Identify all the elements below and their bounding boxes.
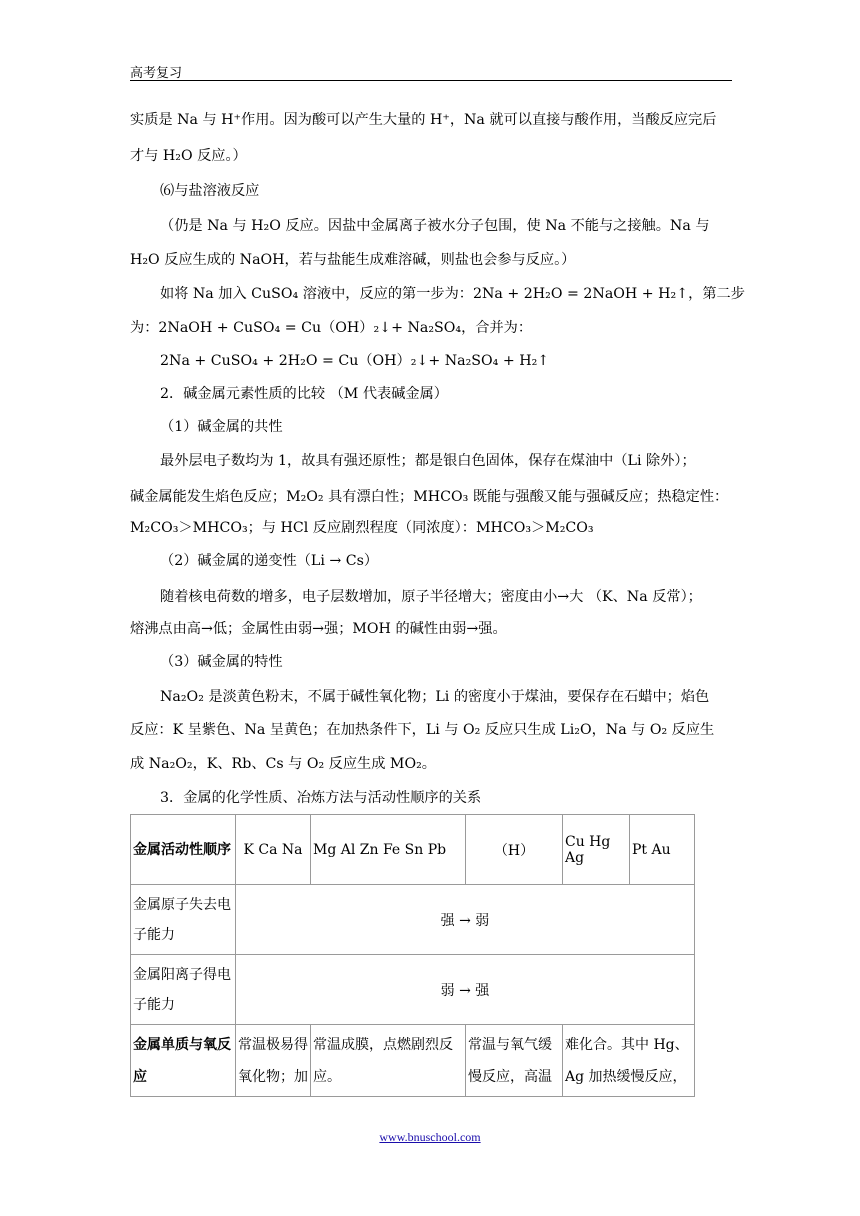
table-row-header: 金属原子失去电子能力 — [131, 885, 236, 955]
subsection-heading: （3）碱金属的特性 — [160, 654, 283, 670]
paragraph-line: H₂O 反应生成的 NaOH，若与盐能生成难溶碱，则盐也会参与反应。） — [130, 252, 576, 268]
paragraph-line: 为：2NaOH + CuSO₄ = Cu（OH）₂↓+ Na₂SO₄，合并为： — [130, 320, 533, 336]
table-row — [131, 1025, 695, 1097]
paragraph-line: 碱金属能发生焰色反应；M₂O₂ 具有漂白性；MHCO₃ 既能与强酸又能与强碱反应；热稳定性： — [130, 489, 729, 505]
paragraph-line: 熔沸点由高→低；金属性由弱→强；MOH 的碱性由弱→强。 — [130, 621, 507, 637]
footer-link[interactable]: www.bnuschool.com — [379, 1130, 481, 1144]
paragraph-line: 随着核电荷数的增多，电子层数增加，原子半径增大；密度由小→大 （K、Na 反常）； — [160, 589, 702, 605]
paragraph-line: 实质是 Na 与 H⁺作用。因为酸可以产生大量的 H⁺，Na 就可以直接与酸作用，当酸反应完后 — [130, 112, 717, 128]
equation-line: 2Na + CuSO₄ + 2H₂O = Cu（OH）₂↓+ Na₂SO₄ + H₂↑ — [160, 353, 550, 369]
section-heading: ⑹与盐溶液反应 — [160, 183, 260, 199]
subsection-heading: （1）碱金属的共性 — [160, 419, 283, 435]
header-rule — [130, 80, 732, 81]
paragraph-line: Na₂O₂ 是淡黄色粉末，不属于碱性氧化物；Li 的密度小于煤油，要保存在石蜡中；焰色 — [160, 689, 710, 705]
table-cell: Pt Au — [630, 815, 695, 885]
table-cell: 强 → 弱 — [236, 885, 695, 955]
table-cell: 常温与氧气缓慢反应，高温 — [466, 1025, 563, 1097]
table-cell: 常温成膜，点燃剧烈反应。 — [311, 1025, 466, 1097]
table-cell: （H） — [466, 815, 563, 885]
table-cell: Mg Al Zn Fe Sn Pb — [311, 815, 466, 885]
table-cell: 常温极易得氧化物；加 — [236, 1025, 311, 1097]
table-row-header: 金属活动性顺序 — [131, 815, 236, 885]
table-row — [131, 815, 695, 885]
table-cell: K Ca Na — [236, 815, 311, 885]
paragraph-line: M₂CO₃＞MHCO₃；与 HCl 反应剧烈程度（同浓度）：MHCO₃＞M₂CO₃ — [130, 520, 594, 536]
section-heading: 2．碱金属元素性质的比较 （M 代表碱金属） — [160, 386, 448, 402]
paragraph-line: 如将 Na 加入 CuSO₄ 溶液中，反应的第一步为：2Na + 2H₂O = 2NaOH + H₂↑，第二步 — [160, 286, 745, 302]
paragraph-line: 成 Na₂O₂，K、Rb、Cs 与 O₂ 反应生成 MO₂。 — [130, 756, 436, 772]
table-cell: 弱 → 强 — [236, 955, 695, 1025]
section-heading: 3．金属的化学性质、冶炼方法与活动性顺序的关系 — [160, 790, 482, 806]
table-cell: Cu Hg Ag — [563, 815, 630, 885]
paragraph-line: 反应：K 呈紫色、Na 呈黄色；在加热条件下，Li 与 O₂ 反应只生成 Li₂O，Na 与 O₂ 反应生 — [130, 722, 715, 738]
table-row-header: 金属阳离子得电子能力 — [131, 955, 236, 1025]
table-cell: 难化合。其中 Hg、Ag 加热缓慢反应， — [563, 1025, 695, 1097]
metal-activity-table — [130, 814, 695, 1097]
table-row-header: 金属单质与氧反应 — [131, 1025, 236, 1097]
page-header: 高考复习 — [130, 66, 183, 81]
paragraph-line: 最外层电子数均为 1，故具有强还原性；都是银白色固体，保存在煤油中（Li 除外）； — [160, 453, 696, 469]
paragraph-line: （仍是 Na 与 H₂O 反应。因盐中金属离子被水分子包围，使 Na 不能与之接触。Na 与 — [160, 218, 710, 234]
subsection-heading: （2）碱金属的递变性（Li → Cs） — [160, 553, 379, 569]
paragraph-line: 才与 H₂O 反应。） — [130, 148, 247, 164]
table-row — [131, 885, 695, 955]
table-row — [131, 955, 695, 1025]
